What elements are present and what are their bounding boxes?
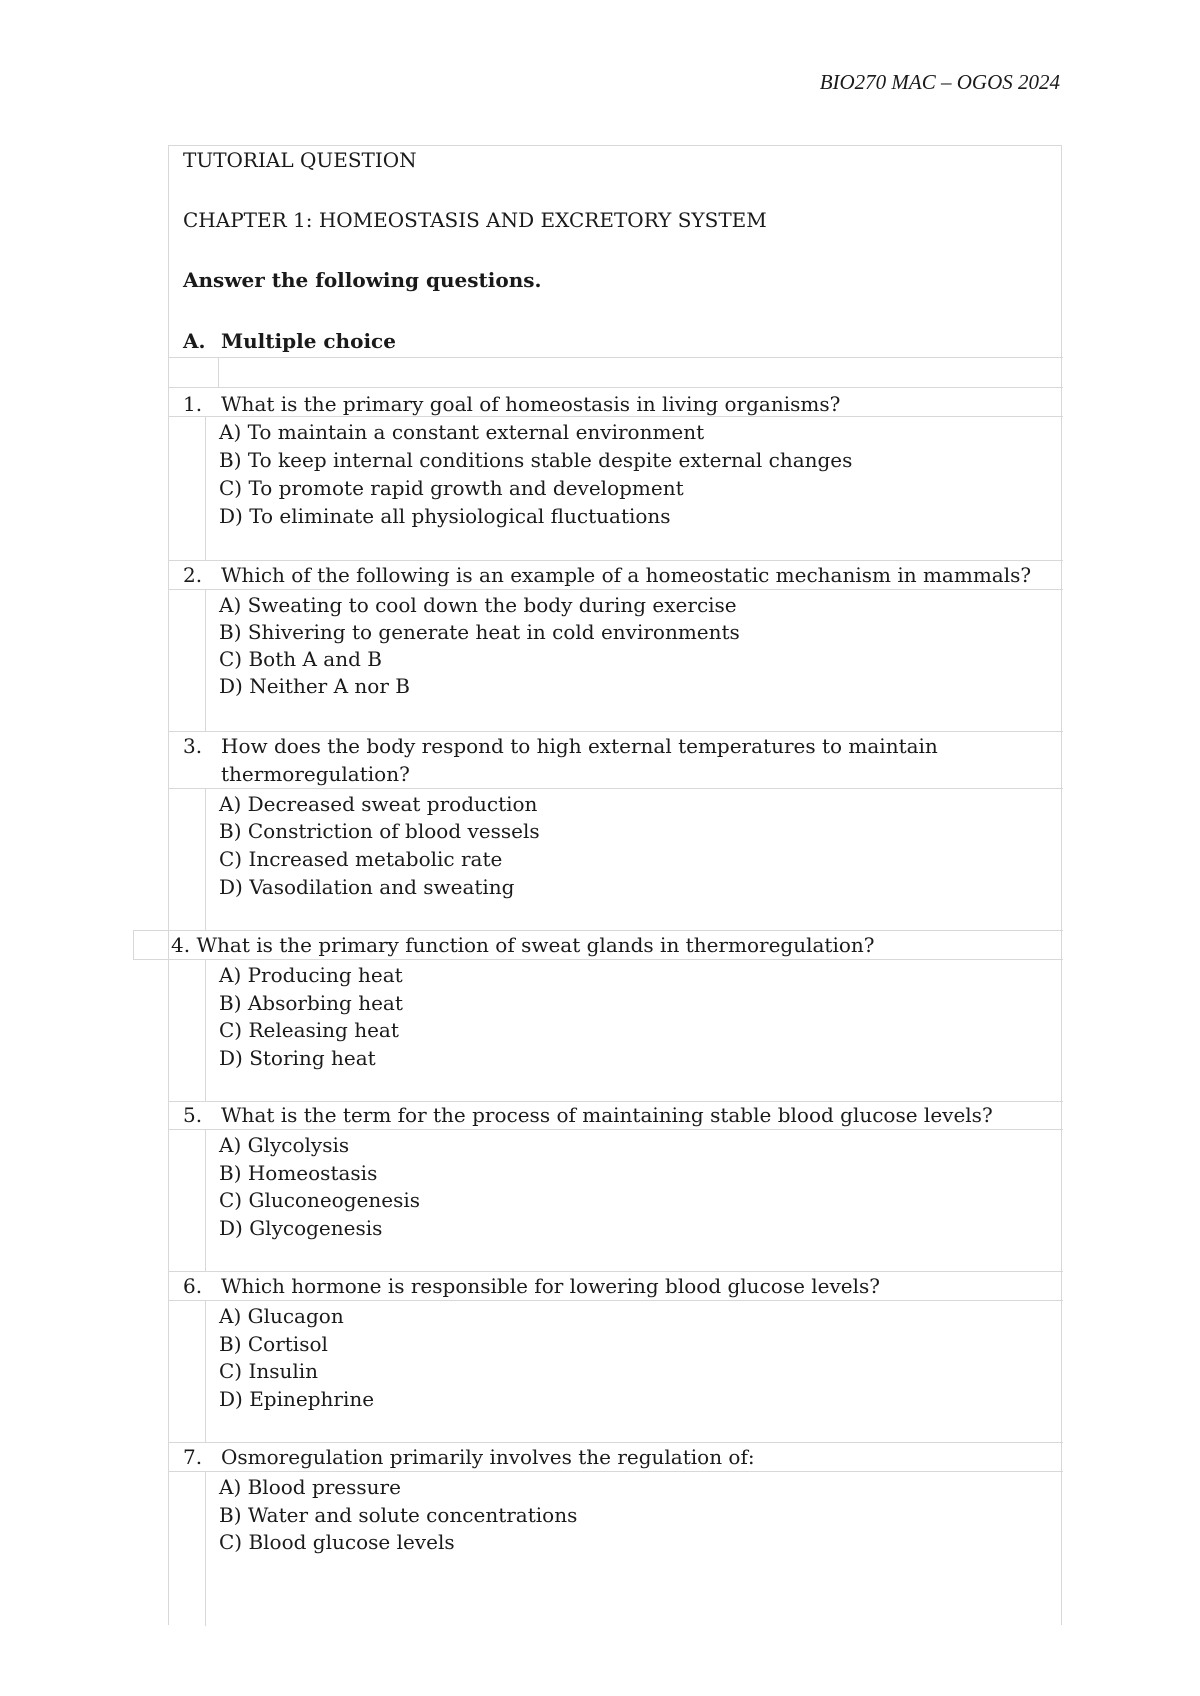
row-divider <box>169 788 1063 789</box>
option-b: B) Absorbing heat <box>219 991 403 1015</box>
question-number: 6. <box>183 1274 203 1298</box>
column-divider <box>205 589 206 731</box>
question-text: What is the term for the process of maintaining stable blood glucose levels? <box>221 1103 993 1127</box>
column-divider <box>205 416 206 560</box>
row-divider <box>169 589 1063 590</box>
option-c: C) Increased metabolic rate <box>219 847 503 871</box>
section-letter: A. <box>183 329 206 353</box>
option-c: C) Blood glucose levels <box>219 1530 455 1554</box>
question-text: Which of the following is an example of a homeostatic mechanism in mammals? <box>221 563 1032 587</box>
chapter-heading: CHAPTER 1: HOMEOSTASIS AND EXCRETORY SYSTEM <box>183 208 767 232</box>
column-divider <box>205 788 206 930</box>
question-7-stem <box>183 1443 755 1471</box>
option-a: A) Sweating to cool down the body during exercise <box>219 593 737 617</box>
question-text: Which hormone is responsible for lowering blood glucose levels? <box>221 1274 881 1298</box>
question-6-stem <box>183 1272 880 1300</box>
question-5-stem <box>183 1101 993 1129</box>
option-c: C) Releasing heat <box>219 1018 399 1042</box>
option-b: B) Cortisol <box>219 1332 328 1356</box>
option-a: A) Glycolysis <box>219 1133 350 1157</box>
running-header: BIO270 MAC – OGOS 2024 <box>819 70 1060 94</box>
instruction-text: Answer the following questions. <box>183 268 542 292</box>
column-divider <box>133 930 134 960</box>
option-a: A) To maintain a constant external environment <box>219 420 705 444</box>
question-number: 3. <box>183 734 203 758</box>
column-divider <box>205 1129 206 1271</box>
column-divider <box>205 1300 206 1442</box>
tutorial-table <box>168 145 1062 1625</box>
option-b: B) Constriction of blood vessels <box>219 819 540 843</box>
column-divider <box>205 1471 206 1626</box>
question-number: 1. <box>183 392 203 416</box>
question-number: 7. <box>183 1445 203 1469</box>
option-c: C) Gluconeogenesis <box>219 1188 420 1212</box>
document-title: TUTORIAL QUESTION <box>183 148 417 172</box>
option-c: C) Both A and B <box>219 647 382 671</box>
question-text: Osmoregulation primarily involves the regulation of: <box>221 1445 755 1469</box>
option-a: A) Decreased sweat production <box>219 792 538 816</box>
row-divider <box>169 1471 1063 1472</box>
row-divider <box>169 1129 1063 1130</box>
option-a: A) Producing heat <box>219 963 403 987</box>
question-number: 2. <box>183 563 203 587</box>
option-d: D) Neither A nor B <box>219 674 410 698</box>
row-divider <box>133 959 1063 960</box>
row-divider <box>169 357 1063 358</box>
question-1-stem <box>183 390 840 418</box>
option-d: D) Epinephrine <box>219 1387 375 1411</box>
question-text: What is the primary goal of homeostasis in living organisms? <box>221 392 841 416</box>
column-divider <box>218 357 219 387</box>
option-a: A) Blood pressure <box>219 1475 401 1499</box>
question-2-stem <box>183 561 1031 589</box>
option-d: D) Vasodilation and sweating <box>219 875 515 899</box>
question-number: 4. <box>171 933 191 957</box>
option-b: B) Homeostasis <box>219 1161 378 1185</box>
option-b: B) Water and solute concentrations <box>219 1503 578 1527</box>
option-d: D) Glycogenesis <box>219 1216 383 1240</box>
option-c: C) To promote rapid growth and development <box>219 476 684 500</box>
option-b: B) Shivering to generate heat in cold environments <box>219 620 740 644</box>
column-divider <box>205 959 206 1101</box>
section-title: Multiple choice <box>221 329 396 353</box>
option-d: D) Storing heat <box>219 1046 376 1070</box>
question-text: How does the body respond to high external temperatures to maintain <box>221 734 938 758</box>
option-d: D) To eliminate all physiological fluctuations <box>219 504 671 528</box>
question-number: 5. <box>183 1103 203 1127</box>
option-b: B) To keep internal conditions stable despite external changes <box>219 448 853 472</box>
option-c: C) Insulin <box>219 1359 319 1383</box>
row-divider <box>169 1300 1063 1301</box>
section-heading <box>183 329 396 353</box>
row-divider <box>169 416 1063 417</box>
question-3-stem <box>183 732 938 760</box>
option-a: A) Glucagon <box>219 1304 344 1328</box>
question-text-continuation: thermoregulation? <box>221 762 410 786</box>
question-4-stem <box>171 931 874 959</box>
row-divider <box>169 387 1063 388</box>
question-text: What is the primary function of sweat glands in thermoregulation? <box>196 933 875 957</box>
